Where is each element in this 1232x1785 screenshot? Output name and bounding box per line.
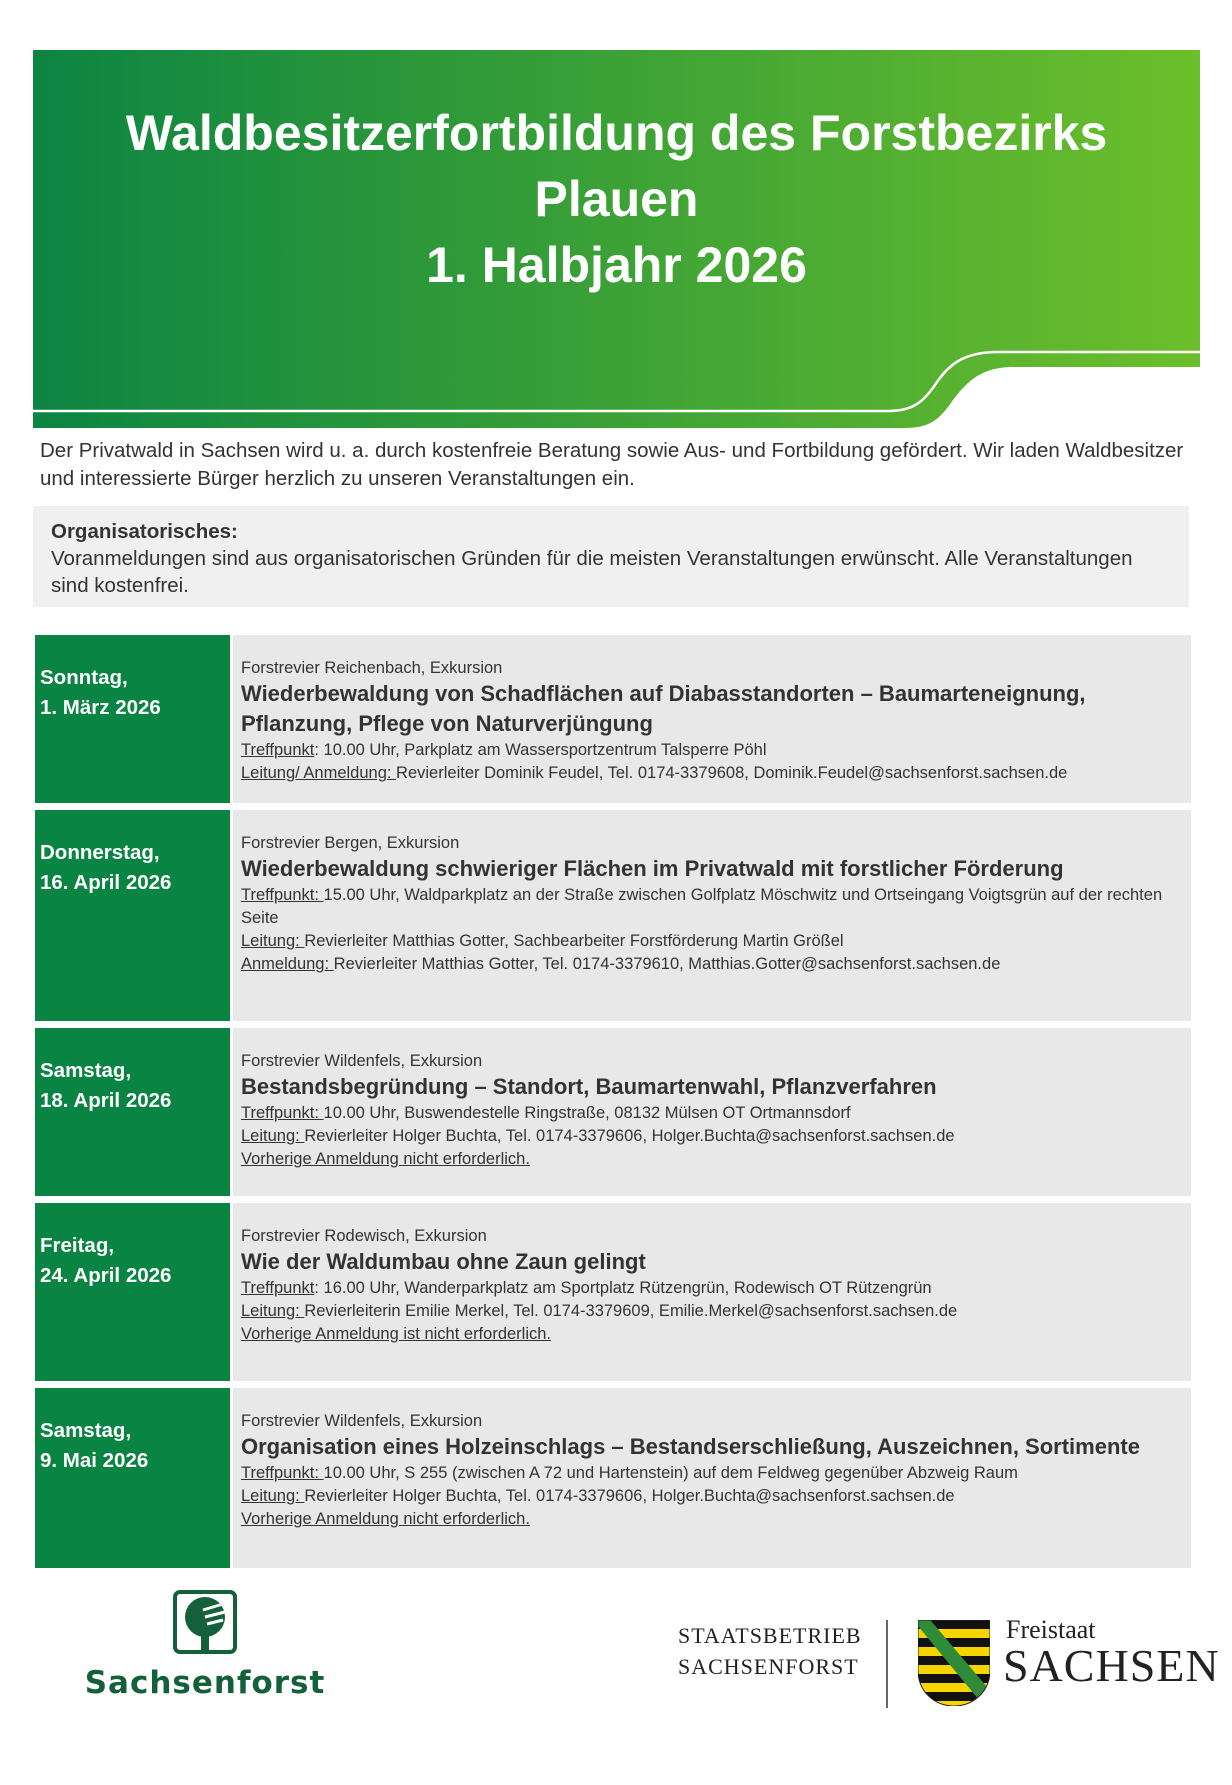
freistaat-label: Freistaat — [1006, 1615, 1096, 1644]
info-label: Treffpunkt — [241, 1279, 315, 1297]
event-info-line — [241, 953, 1183, 976]
event-district: Forstrevier Rodewisch, Exkursion — [241, 1227, 487, 1245]
info-label: Treffpunkt: — [241, 886, 324, 904]
event-row — [35, 1388, 1191, 1568]
info-text: Revierleiter Dominik Feudel, Tel. 0174-3379608, Dominik.Feudel@sachsenforst.sachsen.de — [396, 764, 1068, 782]
event-note: Vorherige Anmeldung ist nicht erforderlich. — [241, 1325, 552, 1343]
info-text: Revierleiter Matthias Gotter, Sachbearbeiter Forstförderung Martin Größel — [304, 932, 844, 950]
event-info-line: Treffpunkt: 10.00 Uhr, Parkplatz am Wassersportzentrum Talsperre Pöhl — [241, 741, 767, 759]
event-date-text: 9. Mai 2026 — [40, 1449, 149, 1472]
event-details — [233, 635, 1191, 803]
organisation-text: Voranmeldungen sind aus organisatorischen Gründen für die meisten Veranstaltungen erwünscht. Alle Veranstaltungen sind kostenfrei. — [51, 547, 1133, 597]
info-label: Treffpunkt — [241, 741, 315, 759]
info-text: 10.00 Uhr, Buswendestelle Ringstraße, 08132 Mülsen OT Ortmannsdorf — [323, 1104, 851, 1122]
tree-logo-icon — [173, 1590, 237, 1654]
info-label: Leitung/ Anmeldung: — [241, 764, 397, 782]
event-row — [35, 1028, 1191, 1196]
info-label: Leitung: — [241, 1302, 305, 1320]
event-info-line — [241, 1125, 1183, 1148]
event-weekday: Donnerstag, — [40, 841, 160, 864]
event-district: Forstrevier Wildenfels, Exkursion — [241, 1052, 483, 1070]
event-date-text: 16. April 2026 — [40, 871, 172, 894]
event-info-line — [241, 1102, 1183, 1125]
event-district: Forstrevier Wildenfels, Exkursion — [241, 1412, 483, 1430]
event-details — [233, 1388, 1191, 1568]
coat-of-arms-icon — [918, 1620, 990, 1706]
event-title: Wie der Waldumbau ohne Zaun gelingt — [241, 1249, 646, 1274]
info-text: 15.00 Uhr, Waldparkplatz an der Straße zwischen Golfplatz Möschwitz und Ortseingang Voigtsgrün auf der rechten Seite — [241, 886, 1163, 927]
sachsenforst-logo — [60, 1590, 350, 1710]
event-details — [233, 810, 1191, 1021]
event-date — [35, 1388, 230, 1568]
organisation-box — [33, 506, 1189, 607]
event-date — [35, 635, 230, 803]
event-title: Wiederbewaldung von Schadflächen auf Diabasstandorten – Baumarteneignung, Pflanzung, Pflege von Naturverjüngung — [241, 681, 1086, 736]
event-date — [35, 1203, 230, 1381]
event-date — [35, 810, 230, 1021]
event-date-text: 1. März 2026 — [40, 696, 161, 719]
event-weekday: Sonntag, — [40, 666, 128, 689]
footer-divider — [886, 1620, 888, 1708]
info-text: 10.00 Uhr, Parkplatz am Wassersportzentrum Talsperre Pöhl — [323, 741, 767, 759]
event-info-line — [241, 884, 1183, 930]
info-label: Treffpunkt: — [241, 1104, 324, 1122]
event-info-line — [241, 1485, 1183, 1508]
info-text: Revierleiter Holger Buchta, Tel. 0174-3379606, Holger.Buchta@sachsenforst.sachsen.de — [304, 1487, 955, 1505]
event-note: Vorherige Anmeldung nicht erforderlich. — [241, 1150, 530, 1168]
event-list — [35, 635, 1191, 1575]
event-date-text: 18. April 2026 — [40, 1089, 172, 1112]
event-info-line: Treffpunkt: 16.00 Uhr, Wanderparkplatz am Sportplatz Rützengrün, Rodewisch OT Rützengrün — [241, 1279, 932, 1297]
event-row — [35, 1203, 1191, 1381]
staatsbetrieb-label: STAATSBETRIEB SACHSENFORST — [678, 1623, 862, 1679]
event-info-line — [241, 1300, 1183, 1323]
sachsen-label: SACHSEN — [1003, 1640, 1220, 1691]
event-title: Wiederbewaldung schwieriger Flächen im Privatwald mit forstlicher Förderung — [241, 856, 1064, 881]
event-info-line — [241, 930, 1183, 953]
event-row — [35, 810, 1191, 1021]
info-text: Revierleiterin Emilie Merkel, Tel. 0174-3379609, Emilie.Merkel@sachsenforst.sachsen.de — [304, 1302, 958, 1320]
event-note: Vorherige Anmeldung nicht erforderlich. — [241, 1510, 530, 1528]
intro-text: Der Privatwald in Sachsen wird u. a. durch kostenfreie Beratung sowie Aus- und Fortbildung gefördert. Wir laden Waldbesitzer und interessierte Bürger herzlich zu unseren Veranstaltungen ein. — [40, 439, 1184, 490]
event-info-line — [241, 1462, 1183, 1485]
event-date — [35, 1028, 230, 1196]
info-text: 10.00 Uhr, S 255 (zwischen A 72 und Hartenstein) auf dem Feldweg gegenüber Abzweig Raum — [323, 1464, 1018, 1482]
event-title: Bestandsbegründung – Standort, Baumartenwahl, Pflanzverfahren — [241, 1074, 937, 1099]
info-label: Leitung: — [241, 1487, 305, 1505]
event-info-line — [241, 762, 1183, 785]
event-weekday: Freitag, — [40, 1234, 115, 1257]
info-text: Revierleiter Matthias Gotter, Tel. 0174-3379610, Matthias.Gotter@sachsenforst.sachsen.de — [333, 955, 1001, 973]
info-label: Leitung: — [241, 1127, 305, 1145]
event-details — [233, 1203, 1191, 1381]
info-text: 16.00 Uhr, Wanderparkplatz am Sportplatz Rützengrün, Rodewisch OT Rützengrün — [323, 1279, 932, 1297]
event-weekday: Samstag, — [40, 1419, 132, 1442]
event-details — [233, 1028, 1191, 1196]
organisation-title: Organisatorisches: — [51, 520, 238, 543]
info-text: Revierleiter Holger Buchta, Tel. 0174-3379606, Holger.Buchta@sachsenforst.sachsen.de — [304, 1127, 955, 1145]
event-district: Forstrevier Reichenbach, Exkursion — [241, 659, 503, 677]
page-title: Waldbesitzerfortbildung des Forstbezirks Plauen 1. Halbjahr 2026 — [125, 105, 1108, 293]
event-weekday: Samstag, — [40, 1059, 132, 1082]
info-label: Leitung: — [241, 932, 305, 950]
event-date-text: 24. April 2026 — [40, 1264, 172, 1287]
sachsenforst-name: Sachsenforst — [84, 1665, 326, 1701]
event-title: Organisation eines Holzeinschlags – Bestandserschließung, Auszeichnen, Sortimente — [241, 1434, 1140, 1459]
info-label: Anmeldung: — [241, 955, 334, 973]
event-row — [35, 635, 1191, 803]
info-label: Treffpunkt: — [241, 1464, 324, 1482]
header-banner — [33, 50, 1200, 428]
event-district: Forstrevier Bergen, Exkursion — [241, 834, 460, 852]
